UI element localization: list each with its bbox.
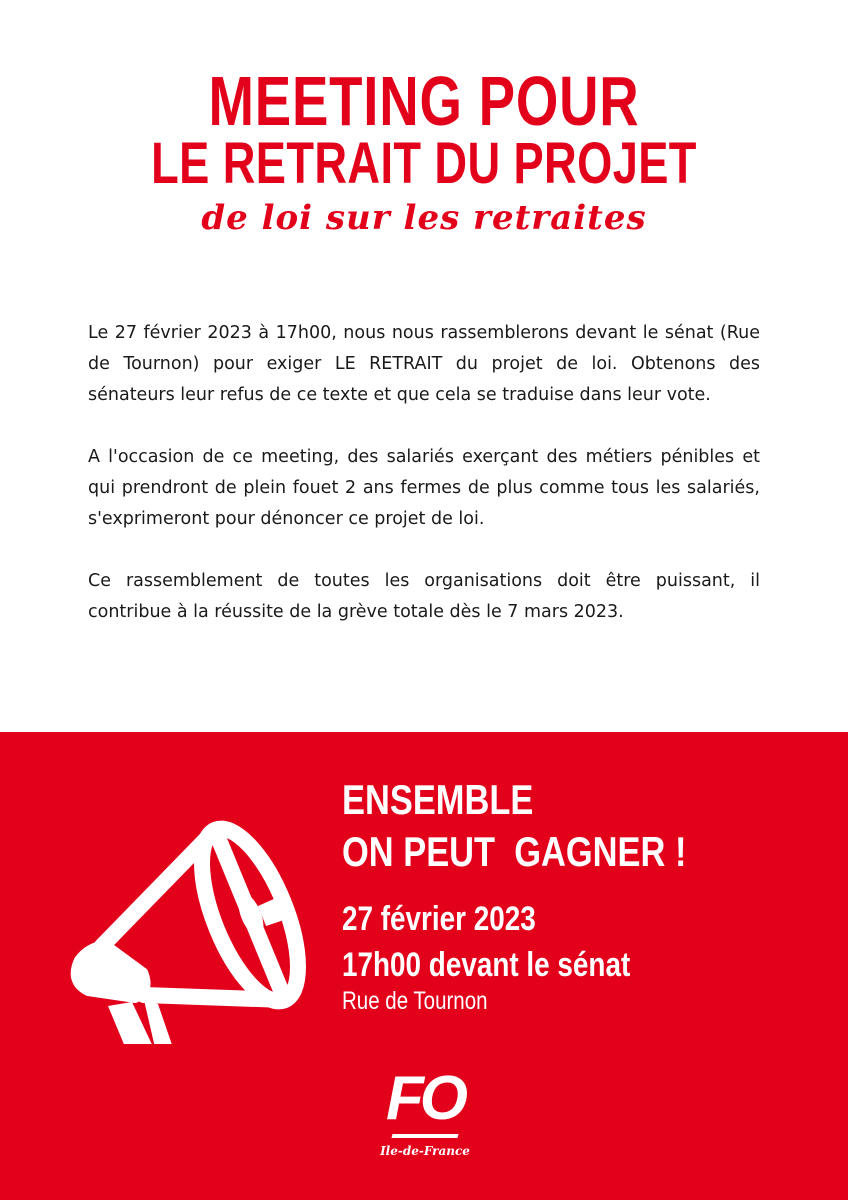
event-street: Rue de Tournon — [342, 987, 488, 1015]
megaphone-icon — [40, 774, 330, 1044]
title-line-2: LE RETRAIT DU PROJET — [151, 131, 697, 196]
paragraph: Le 27 février 2023 à 17h00, nous nous rassemblerons devant le sénat (Rue de Tournon) pour exiger LE RETRAIT du projet de loi. Obtenons des sénateurs leur refus de ce texte et que cela se traduise dans leur vote. — [88, 323, 760, 405]
body-text — [88, 318, 760, 659]
paragraph: Ce rassemblement de toutes les organisations doit être puissant, il contribue à la réussite de la grève totale dès le 7 mars 2023. — [88, 571, 760, 622]
logo-subtitle: Ile-de-France — [380, 1144, 470, 1158]
logo-text: FO — [385, 1064, 465, 1133]
red-panel — [0, 732, 848, 1200]
event-time-place: 17h00 devant le sénat — [342, 946, 631, 984]
title-block — [0, 62, 848, 240]
event-date: 27 février 2023 — [342, 900, 536, 938]
title-line-3: de loi sur les retraites — [201, 198, 647, 238]
logo-underline — [391, 1134, 458, 1138]
paragraph: A l'occasion de ce meeting, des salariés exerçant des métiers pénibles et qui prendront de plein fouet 2 ans fermes de plus comme tous les salariés, s'exprimeront pour dénoncer ce projet de loi. — [88, 447, 760, 529]
event-when — [342, 896, 630, 988]
slogan — [342, 774, 686, 878]
title-line-1: MEETING POUR — [208, 62, 640, 140]
fo-logo — [382, 1064, 468, 1168]
slogan-line-2: ON PEUT GAGNER ! — [342, 828, 687, 875]
slogan-line-1: ENSEMBLE — [342, 776, 534, 823]
